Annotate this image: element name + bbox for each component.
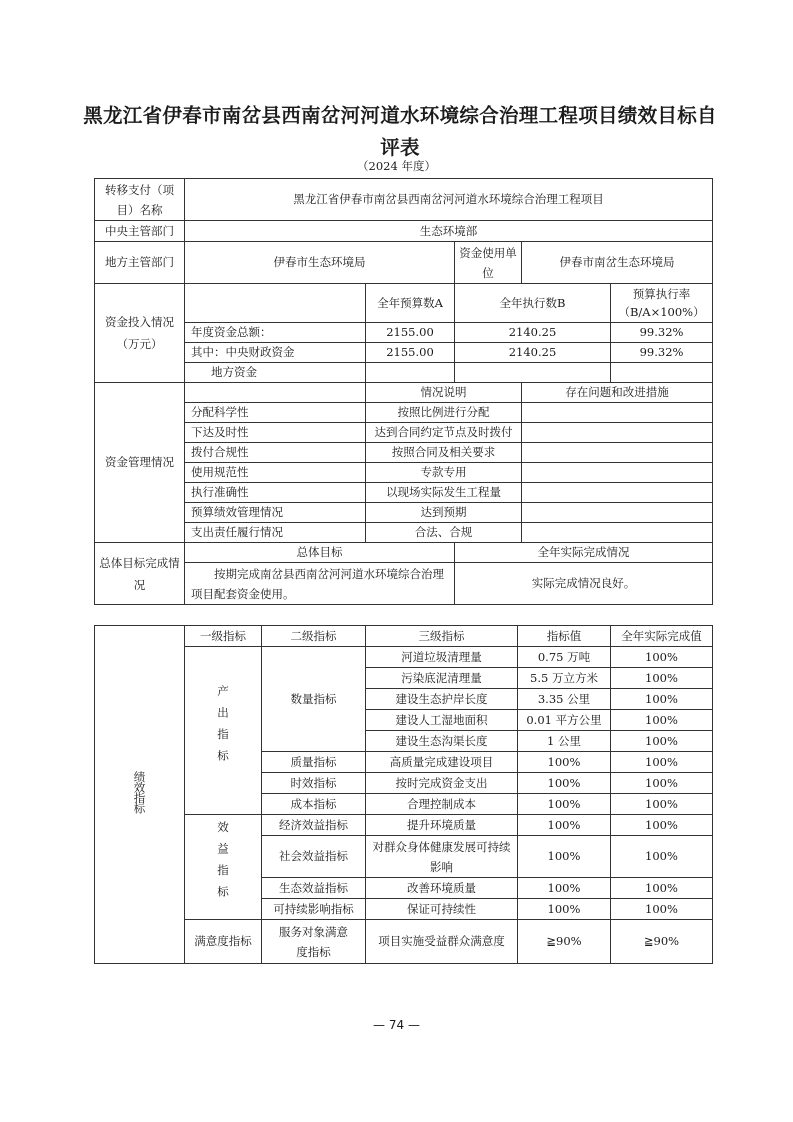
indicators-label-text: 绩效指标 — [132, 770, 147, 813]
indicator-actual: ≧90% — [611, 920, 713, 964]
overall-goal-header: 总体目标 — [185, 543, 455, 563]
management-row-name: 拨付合规性 — [185, 443, 366, 463]
management-row — [95, 483, 713, 503]
management-row — [95, 523, 713, 543]
management-row — [95, 423, 713, 443]
indicators-header-actual: 全年实际完成值 — [611, 626, 713, 647]
indicator-l3: 项目实施受益群众满意度 — [366, 920, 518, 964]
management-row-desc: 达到预期 — [366, 503, 522, 523]
management-header-blank — [185, 383, 366, 403]
management-row — [95, 463, 713, 483]
funding-row-rate: 99.32% — [611, 343, 713, 363]
indicator-target: 0.01 平方公里 — [518, 710, 611, 731]
funding-header-rate: 预算执行率（B/A×100%） — [611, 284, 713, 323]
management-header-issue: 存在问题和改进措施 — [522, 383, 713, 403]
group-output-text: 产出指标 — [216, 684, 230, 771]
funding-row — [95, 343, 713, 363]
group-benefit-text: 效益指标 — [216, 821, 230, 907]
indicator-l3: 河道垃圾清理量 — [366, 647, 518, 668]
indicator-actual: 100% — [611, 668, 713, 689]
overall-goal-text-content: 按期完成南岔县西南岔河河道水环境综合治理项目配套资金使用。 — [191, 566, 444, 601]
management-row-issue — [522, 443, 713, 463]
indicator-actual: 100% — [611, 689, 713, 710]
management-row — [95, 503, 713, 523]
management-row-issue — [522, 463, 713, 483]
indicator-target: 100% — [518, 773, 611, 794]
funding-header-executed: 全年执行数B — [455, 284, 611, 323]
management-row-name: 使用规范性 — [185, 463, 366, 483]
central-dept-row — [95, 221, 713, 242]
indicator-l3: 高质量完成建设项目 — [366, 752, 518, 773]
indicator-target: ≧90% — [518, 920, 611, 964]
group-output — [185, 647, 262, 815]
overall-content-row — [95, 563, 713, 605]
funding-header-budget: 全年预算数A — [366, 284, 455, 323]
management-row-name: 分配科学性 — [185, 403, 366, 423]
indicators-header-row — [95, 626, 713, 647]
indicator-l2: 可持续影响指标 — [262, 899, 366, 920]
funding-row-budget — [366, 363, 455, 383]
document-title: 黑龙江省伊春市南岔县西南岔河河道水环境综合治理工程项目绩效目标自评表 — [83, 104, 717, 159]
indicators-table — [94, 625, 713, 964]
overall-goal-text — [185, 563, 455, 605]
indicators-header-l2: 二级指标 — [262, 626, 366, 647]
funding-row-rate: 99.32% — [611, 323, 713, 343]
indicator-target: 1 公里 — [518, 731, 611, 752]
indicator-l3: 保证可持续性 — [366, 899, 518, 920]
overall-actual-text: 实际完成情况良好。 — [455, 563, 713, 605]
indicator-actual: 100% — [611, 899, 713, 920]
indicator-l3: 改善环境质量 — [366, 878, 518, 899]
indicator-target: 0.75 万吨 — [518, 647, 611, 668]
management-row-desc: 以现场实际发生工程量 — [366, 483, 522, 503]
self-evaluation-table — [94, 178, 713, 605]
central-dept-value: 生态环境部 — [185, 221, 713, 242]
management-row-issue — [522, 503, 713, 523]
fund-user-value: 伊春市南岔生态环境局 — [522, 242, 713, 284]
central-dept-label: 中央主管部门 — [95, 221, 185, 242]
document-subtitle: （2024 年度） — [357, 159, 436, 173]
local-dept-value: 伊春市生态环境局 — [185, 242, 455, 284]
indicator-actual: 100% — [611, 752, 713, 773]
indicator-target: 5.5 万立方米 — [518, 668, 611, 689]
management-row — [95, 443, 713, 463]
indicator-l2: 生态效益指标 — [262, 878, 366, 899]
indicator-target: 100% — [518, 752, 611, 773]
funding-row-name: 地方资金 — [185, 363, 366, 383]
indicator-l3: 污染底泥清理量 — [366, 668, 518, 689]
indicator-l2: 服务对象满意度指标 — [262, 920, 366, 964]
indicator-actual: 100% — [611, 836, 713, 878]
indicators-label — [95, 626, 185, 964]
group-benefit — [185, 815, 262, 920]
indicator-actual: 100% — [611, 773, 713, 794]
funding-row-name: 其中：中央财政资金 — [185, 343, 366, 363]
funding-header-blank — [185, 284, 366, 323]
funding-header-row — [95, 284, 713, 323]
overall-label: 总体目标完成情况 — [95, 543, 185, 605]
project-name-value: 黑龙江省伊春市南岔县西南岔河河道水环境综合治理工程项目 — [185, 179, 713, 221]
management-row-name: 下达及时性 — [185, 423, 366, 443]
indicator-l3: 建设人工湿地面积 — [366, 710, 518, 731]
management-row — [95, 403, 713, 423]
indicator-actual: 100% — [611, 647, 713, 668]
local-dept-row — [95, 242, 713, 284]
funding-row — [95, 323, 713, 343]
management-row-name: 支出责任履行情况 — [185, 523, 366, 543]
indicator-target: 100% — [518, 878, 611, 899]
management-row-desc: 达到合同约定节点及时拨付 — [366, 423, 522, 443]
indicator-actual: 100% — [611, 878, 713, 899]
indicator-l2: 社会效益指标 — [262, 836, 366, 878]
management-row-desc: 专款专用 — [366, 463, 522, 483]
management-row-issue — [522, 483, 713, 503]
indicator-l3: 按时完成资金支出 — [366, 773, 518, 794]
project-name-label: 转移支付（项目）名称 — [95, 179, 185, 221]
fund-user-label: 资金使用单位 — [455, 242, 522, 284]
management-row-desc: 按照比例进行分配 — [366, 403, 522, 423]
indicator-l3: 合理控制成本 — [366, 794, 518, 815]
indicator-target: 100% — [518, 899, 611, 920]
indicator-row — [95, 647, 713, 668]
indicator-actual: 100% — [611, 731, 713, 752]
management-row-issue — [522, 423, 713, 443]
project-name-row — [95, 179, 713, 221]
funding-row-executed: 2140.25 — [455, 323, 611, 343]
indicator-l3: 建设生态沟渠长度 — [366, 731, 518, 752]
indicator-target: 100% — [518, 836, 611, 878]
indicator-target: 100% — [518, 815, 611, 836]
indicator-target: 100% — [518, 794, 611, 815]
indicators-header-l1: 一级指标 — [185, 626, 262, 647]
indicator-l3: 提升环境质量 — [366, 815, 518, 836]
overall-actual-header: 全年实际完成情况 — [455, 543, 713, 563]
management-row-name: 执行准确性 — [185, 483, 366, 503]
local-dept-label: 地方主管部门 — [95, 242, 185, 284]
page-number: — 74 — — [373, 1018, 420, 1032]
indicators-header-target: 指标值 — [518, 626, 611, 647]
indicator-l2: 数量指标 — [262, 647, 366, 752]
funding-row-budget: 2155.00 — [366, 343, 455, 363]
indicator-l2: 时效指标 — [262, 773, 366, 794]
management-header-row — [95, 383, 713, 403]
indicator-actual: 100% — [611, 710, 713, 731]
funding-label: 资金投入情况（万元） — [95, 284, 185, 383]
funding-row-name: 年度资金总额： — [185, 323, 366, 343]
indicator-row — [95, 815, 713, 836]
indicator-l3: 建设生态护岸长度 — [366, 689, 518, 710]
management-row-issue — [522, 523, 713, 543]
funding-row-executed: 2140.25 — [455, 343, 611, 363]
funding-row-rate — [611, 363, 713, 383]
indicator-l3: 对群众身体健康发展可持续影响 — [366, 836, 518, 878]
indicators-header-l3: 三级指标 — [366, 626, 518, 647]
management-row-desc: 合法、合规 — [366, 523, 522, 543]
indicator-target: 3.35 公里 — [518, 689, 611, 710]
indicator-l2: 经济效益指标 — [262, 815, 366, 836]
indicator-l2: 成本指标 — [262, 794, 366, 815]
overall-header-row — [95, 543, 713, 563]
management-header-desc: 情况说明 — [366, 383, 522, 403]
funding-row — [95, 363, 713, 383]
indicator-l2: 质量指标 — [262, 752, 366, 773]
funding-row-executed — [455, 363, 611, 383]
indicator-row — [95, 920, 713, 964]
management-label: 资金管理情况 — [95, 383, 185, 543]
management-row-name: 预算绩效管理情况 — [185, 503, 366, 523]
group-satisfaction: 满意度指标 — [185, 920, 262, 964]
management-row-issue — [522, 403, 713, 423]
management-row-desc: 按照合同及相关要求 — [366, 443, 522, 463]
funding-row-budget: 2155.00 — [366, 323, 455, 343]
indicator-actual: 100% — [611, 794, 713, 815]
indicator-actual: 100% — [611, 815, 713, 836]
